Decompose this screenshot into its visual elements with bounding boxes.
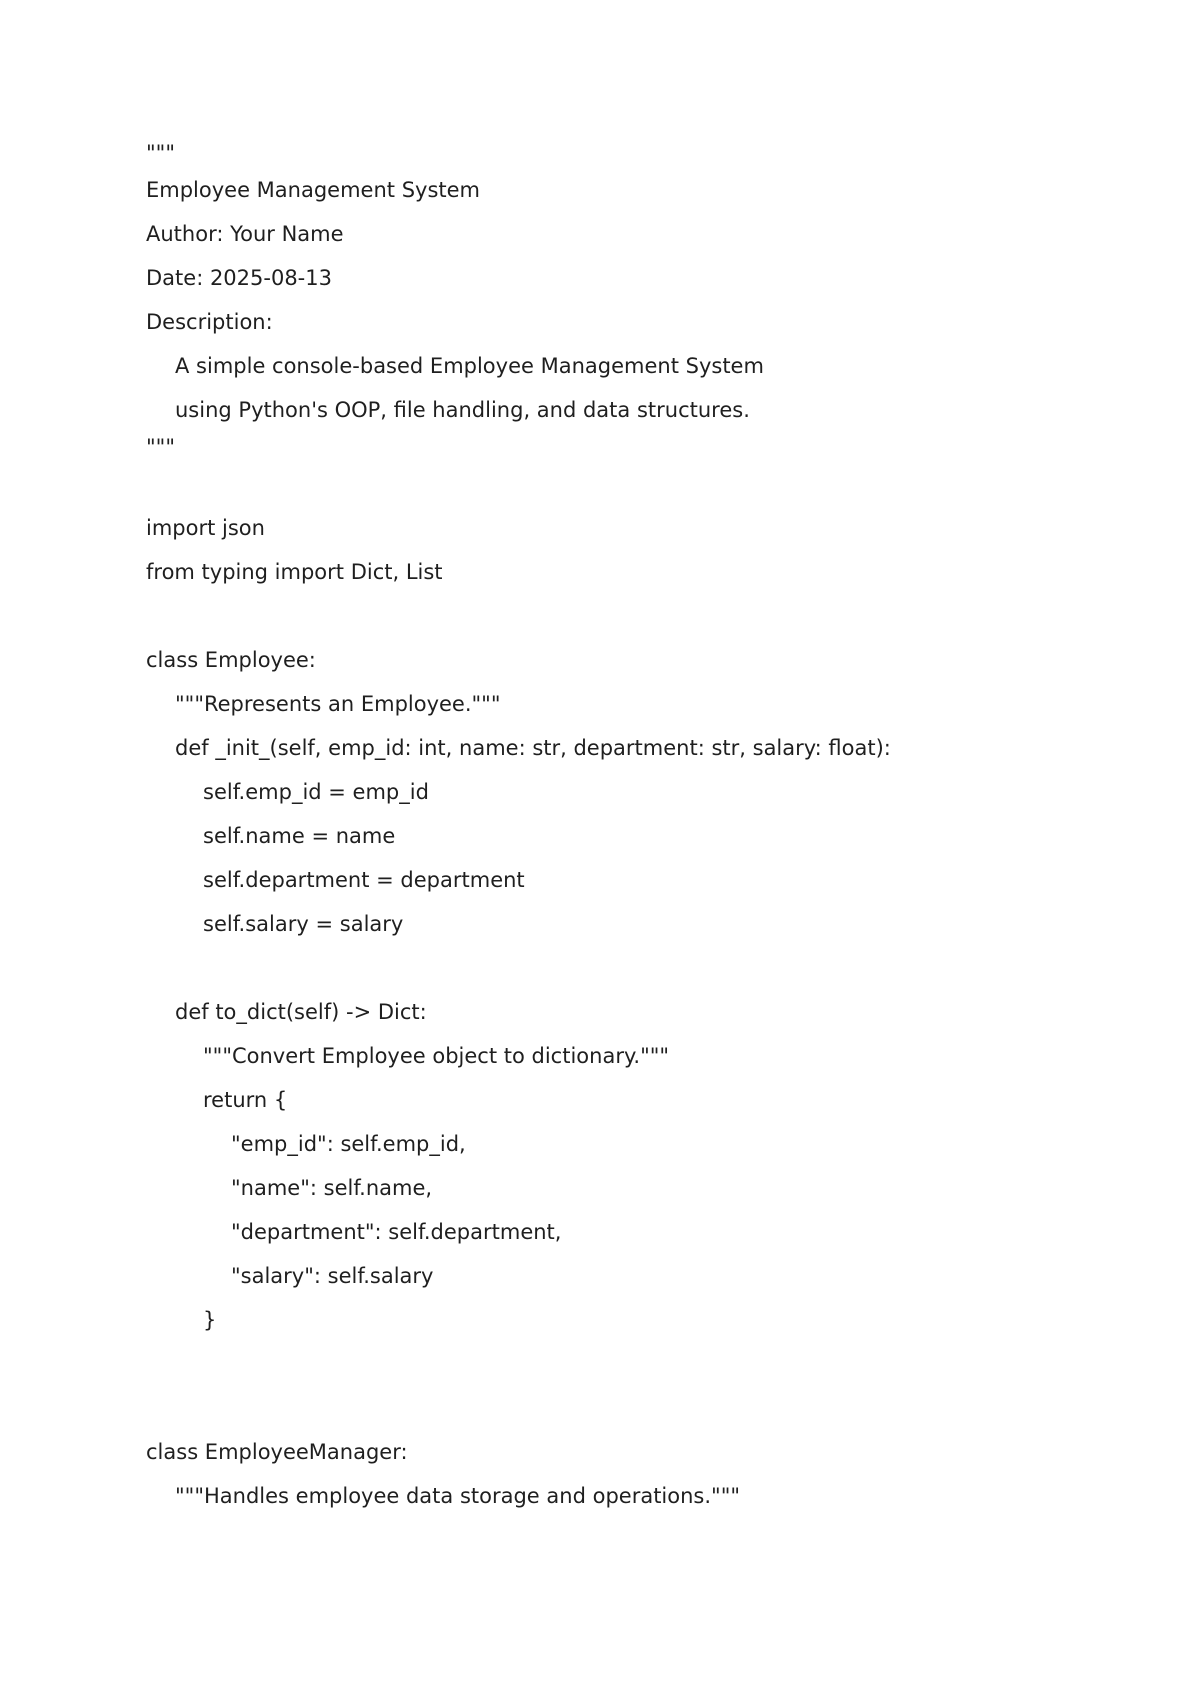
doc-title: Employee Management System — [146, 178, 481, 202]
blank-line — [146, 1342, 1146, 1386]
blank-line — [146, 462, 1146, 506]
code-line: """Convert Employee object to dictionary.""" — [203, 1044, 670, 1068]
doc-author: Author: Your Name — [146, 222, 344, 246]
code-line: self.emp_id = emp_id — [203, 780, 429, 804]
doc-description-line: using Python's OOP, file handling, and data structures. — [175, 398, 750, 422]
code-line: """Handles employee data storage and operations.""" — [175, 1484, 741, 1508]
code-line: self.department = department — [203, 868, 525, 892]
code-line: class EmployeeManager: — [146, 1440, 408, 1464]
code-line: def _init_(self, emp_id: int, name: str, department: str, salary: float): — [175, 736, 891, 760]
code-line: return { — [203, 1088, 288, 1112]
doc-date: Date: 2025-08-13 — [146, 266, 332, 290]
blank-line — [146, 1386, 1146, 1430]
blank-line — [146, 594, 1146, 638]
code-line: """Represents an Employee.""" — [175, 692, 501, 716]
code-line: from typing import Dict, List — [146, 560, 443, 584]
code-line: "department": self.department, — [231, 1220, 562, 1244]
code-line: import json — [146, 516, 265, 540]
code-line: "emp_id": self.emp_id, — [231, 1132, 466, 1156]
docstring-open: """ — [146, 141, 175, 165]
doc-description-label: Description: — [146, 310, 273, 334]
doc-description-line: A simple console-based Employee Management System — [175, 354, 764, 378]
code-line: self.salary = salary — [203, 912, 404, 936]
code-block — [146, 138, 1146, 1518]
code-line: "salary": self.salary — [231, 1264, 434, 1288]
code-line: } — [203, 1308, 217, 1332]
code-line: class Employee: — [146, 648, 316, 672]
docstring-close: """ — [146, 435, 175, 459]
code-line: def to_dict(self) -> Dict: — [175, 1000, 427, 1024]
blank-line — [146, 946, 1146, 990]
code-line: self.name = name — [203, 824, 396, 848]
code-line: "name": self.name, — [231, 1176, 433, 1200]
